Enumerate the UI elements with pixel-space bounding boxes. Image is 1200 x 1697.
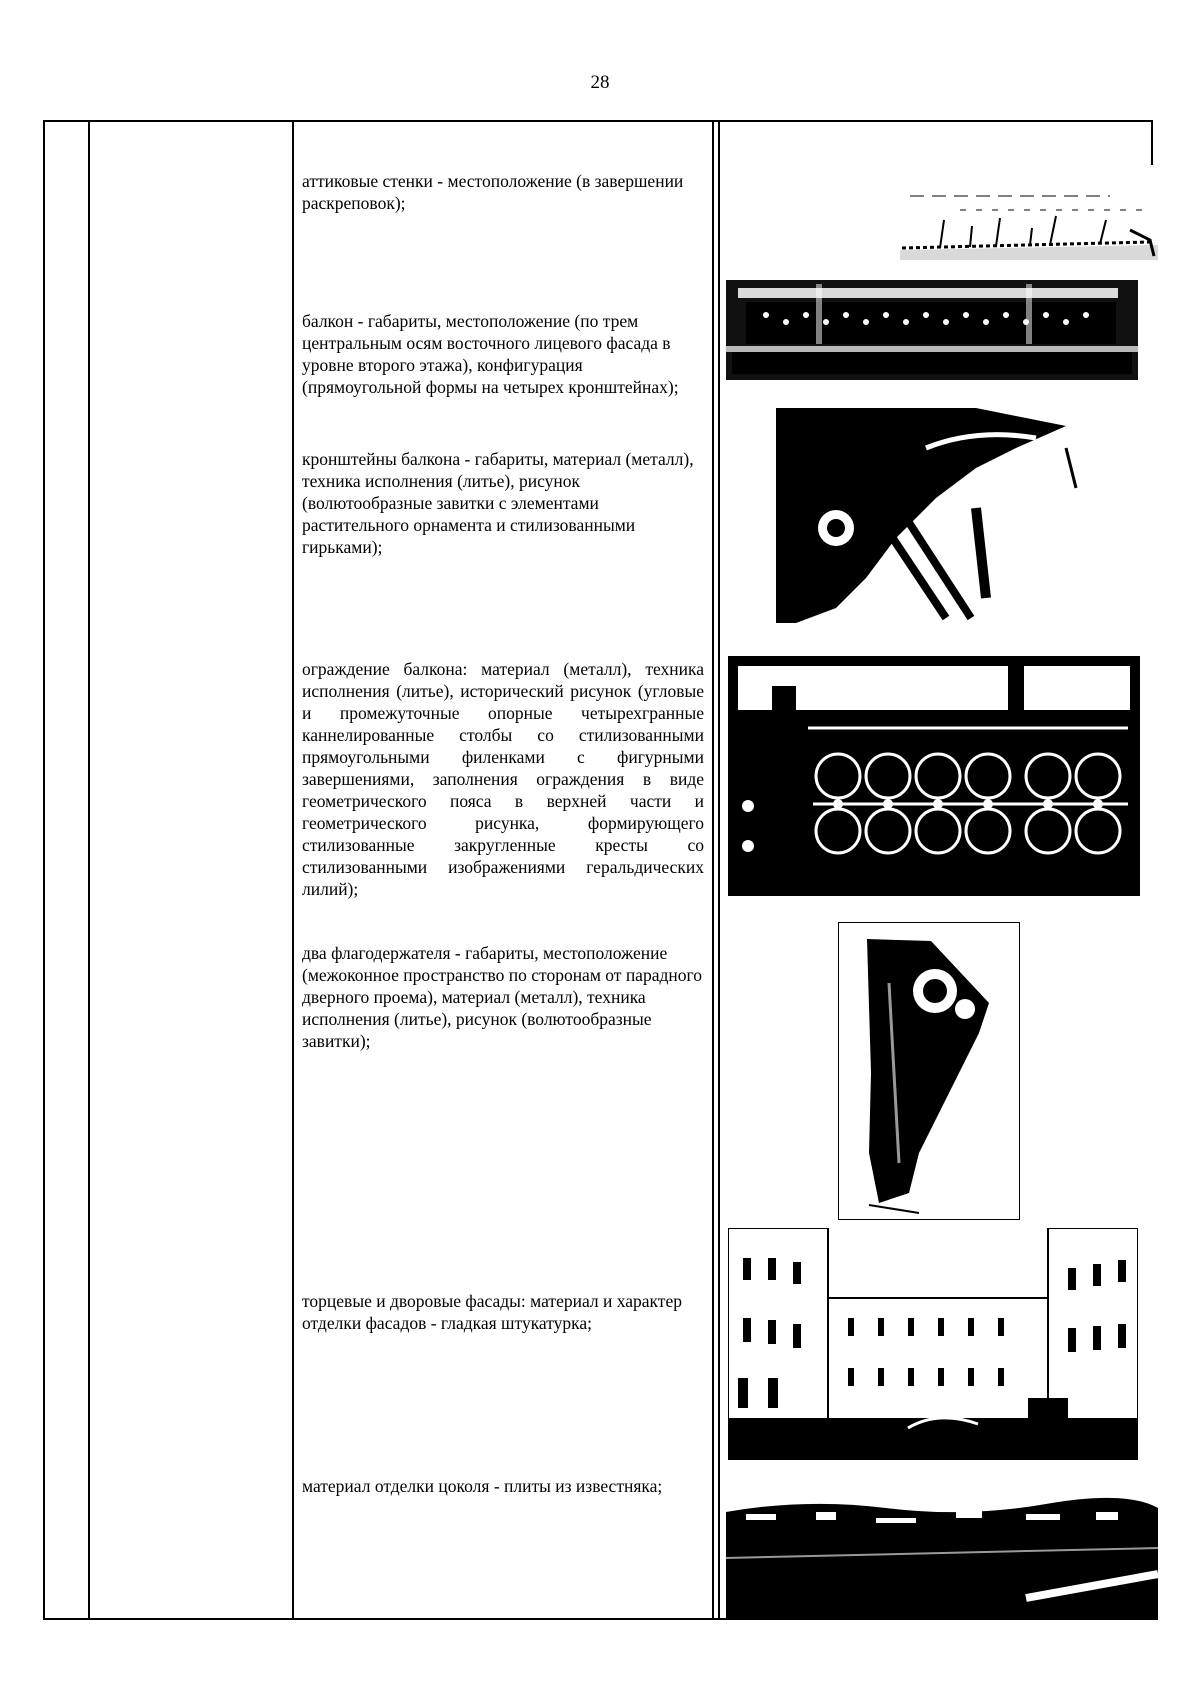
bracket-photo	[776, 408, 1088, 628]
entry-flag-holders: два флагодержателя - габариты, местоположение (межоконное пространство по сторонам от парадного дверного проема), материал (металл), техника исполнения (литье), рисунок (волютообразные завитки);	[302, 943, 702, 1051]
table-col-border-5	[718, 120, 720, 1620]
table-col-border-3	[292, 120, 294, 1620]
limestone-plinth-photo	[726, 1478, 1158, 1620]
page-number: 28	[590, 72, 610, 93]
flag-holder-photo	[838, 922, 1020, 1220]
table-col-border-4	[712, 120, 714, 1620]
table-col-border-2	[88, 120, 90, 1620]
entry-attic-walls: аттиковые стенки - местоположение (в завершении раскреповок);	[302, 171, 684, 213]
courtyard-facades-photo	[728, 1228, 1138, 1460]
table-top-border	[43, 120, 1153, 122]
railing-photo	[728, 656, 1140, 896]
entry-balcony: балкон - габариты, местоположение (по трем центральным осям восточного лицевого фасада в уровне второго этажа), конфигурация (прямоугольной формы на четырех кронштейнах);	[302, 311, 679, 397]
table-col-border-1	[43, 120, 45, 1620]
table-col-border-6	[1151, 120, 1153, 165]
entry-balcony-brackets: кронштейны балкона - габариты, материал (металл), техника исполнения (литье), рисунок (волютообразные завитки с элементами растительного орнамента и стилизованными гирьками);	[302, 449, 694, 557]
entry-balcony-railing: ограждение балкона: материал (металл), техника исполнения (литье), исторический рисунок (угловые и промежуточные опорные четырехгранные каннелированные столбы со стилизованными прямоугольными филенками с фигурными завершениями, заполнения ограждения в виде геометрического пояса в верхней части и геометрического рисунка, формирующего стилизованные закругленные кресты со стилизованными изображениями геральдических лилий);	[302, 659, 704, 899]
attic-wall-photo	[900, 190, 1158, 260]
entry-courtyard-facades: торцевые и дворовые фасады: материал и характер отделки фасадов - гладкая штукатурка;	[302, 1291, 682, 1333]
balcony-photo	[726, 280, 1138, 380]
entry-plinth: материал отделки цоколя - плиты из известняка;	[302, 1476, 663, 1496]
